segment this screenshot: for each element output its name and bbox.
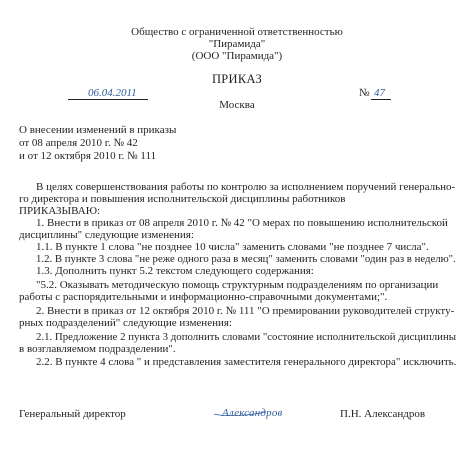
subject-line2: от 08 апреля 2010 г. № 42 (19, 137, 138, 149)
body-line: 2. Внести в приказ от 12 октября 2010 г. № 111 "О премировании руководителей структу- (36, 305, 455, 317)
document-number: 47 (374, 87, 385, 99)
body-line: В целях совершенствования работы по контролю за исполнением поручений генерально- (36, 181, 456, 193)
body-line-order-word: ПРИКАЗЫВАЮ: (19, 205, 101, 217)
org-name-short: (ООО "Пирамида") (191, 50, 283, 62)
body-line: работы с распорядительными и информационно-справочными документами;". (19, 291, 388, 303)
subject-line3: и от 12 октября 2010 г. № 111 (19, 150, 157, 162)
number-sign: № (359, 87, 370, 99)
body-line: рных подразделений" следующие изменения: (19, 317, 232, 329)
org-name-line2: "Пирамида" (208, 38, 266, 50)
signature-flourish (210, 404, 270, 418)
body-line: дисциплины" следующие изменения: (19, 229, 194, 241)
body-line: 2.1. Предложение 2 пункта 3 дополнить словами "состояние исполнительской дисциплины (36, 331, 457, 343)
document-city: Москва (219, 99, 255, 111)
signer-name: П.Н. Александров (340, 408, 426, 420)
document-title: ПРИКАЗ (211, 72, 263, 86)
signer-position: Генеральный директор (19, 408, 126, 420)
org-name-line1: Общество с ограниченной ответственностью (131, 26, 343, 38)
subject-line1: О внесении изменений в приказы (19, 124, 177, 136)
body-line: 1.2. В пункте 3 слова "не реже одного раза в месяц" заменить словами "один раз в неделю". (36, 253, 456, 265)
body-line: 1.3. Дополнить пункт 5.2 текстом следующего содержания: (36, 265, 314, 277)
document-date: 06.04.2011 (88, 87, 137, 99)
body-line: 2.2. В пункте 4 слова " и представления заместителя генерального директора" исключить. (36, 356, 457, 368)
body-line: 1.1. В пункте 1 слова "не позднее 10 числа" заменить словами "не позднее 7 числа". (36, 241, 429, 253)
handwritten-signature: Александров (222, 407, 283, 419)
body-line: "5.2. Оказывать методическую помощь структурным подразделениям по организации (36, 279, 439, 291)
body-line: го директора и повышения исполнительской дисциплины работников (19, 193, 346, 205)
body-line: 1. Внести в приказ от 08 апреля 2010 г. № 42 "О мерах по повышению исполнительской (36, 217, 448, 229)
body-line: в возглавляемом подразделении". (19, 343, 176, 355)
